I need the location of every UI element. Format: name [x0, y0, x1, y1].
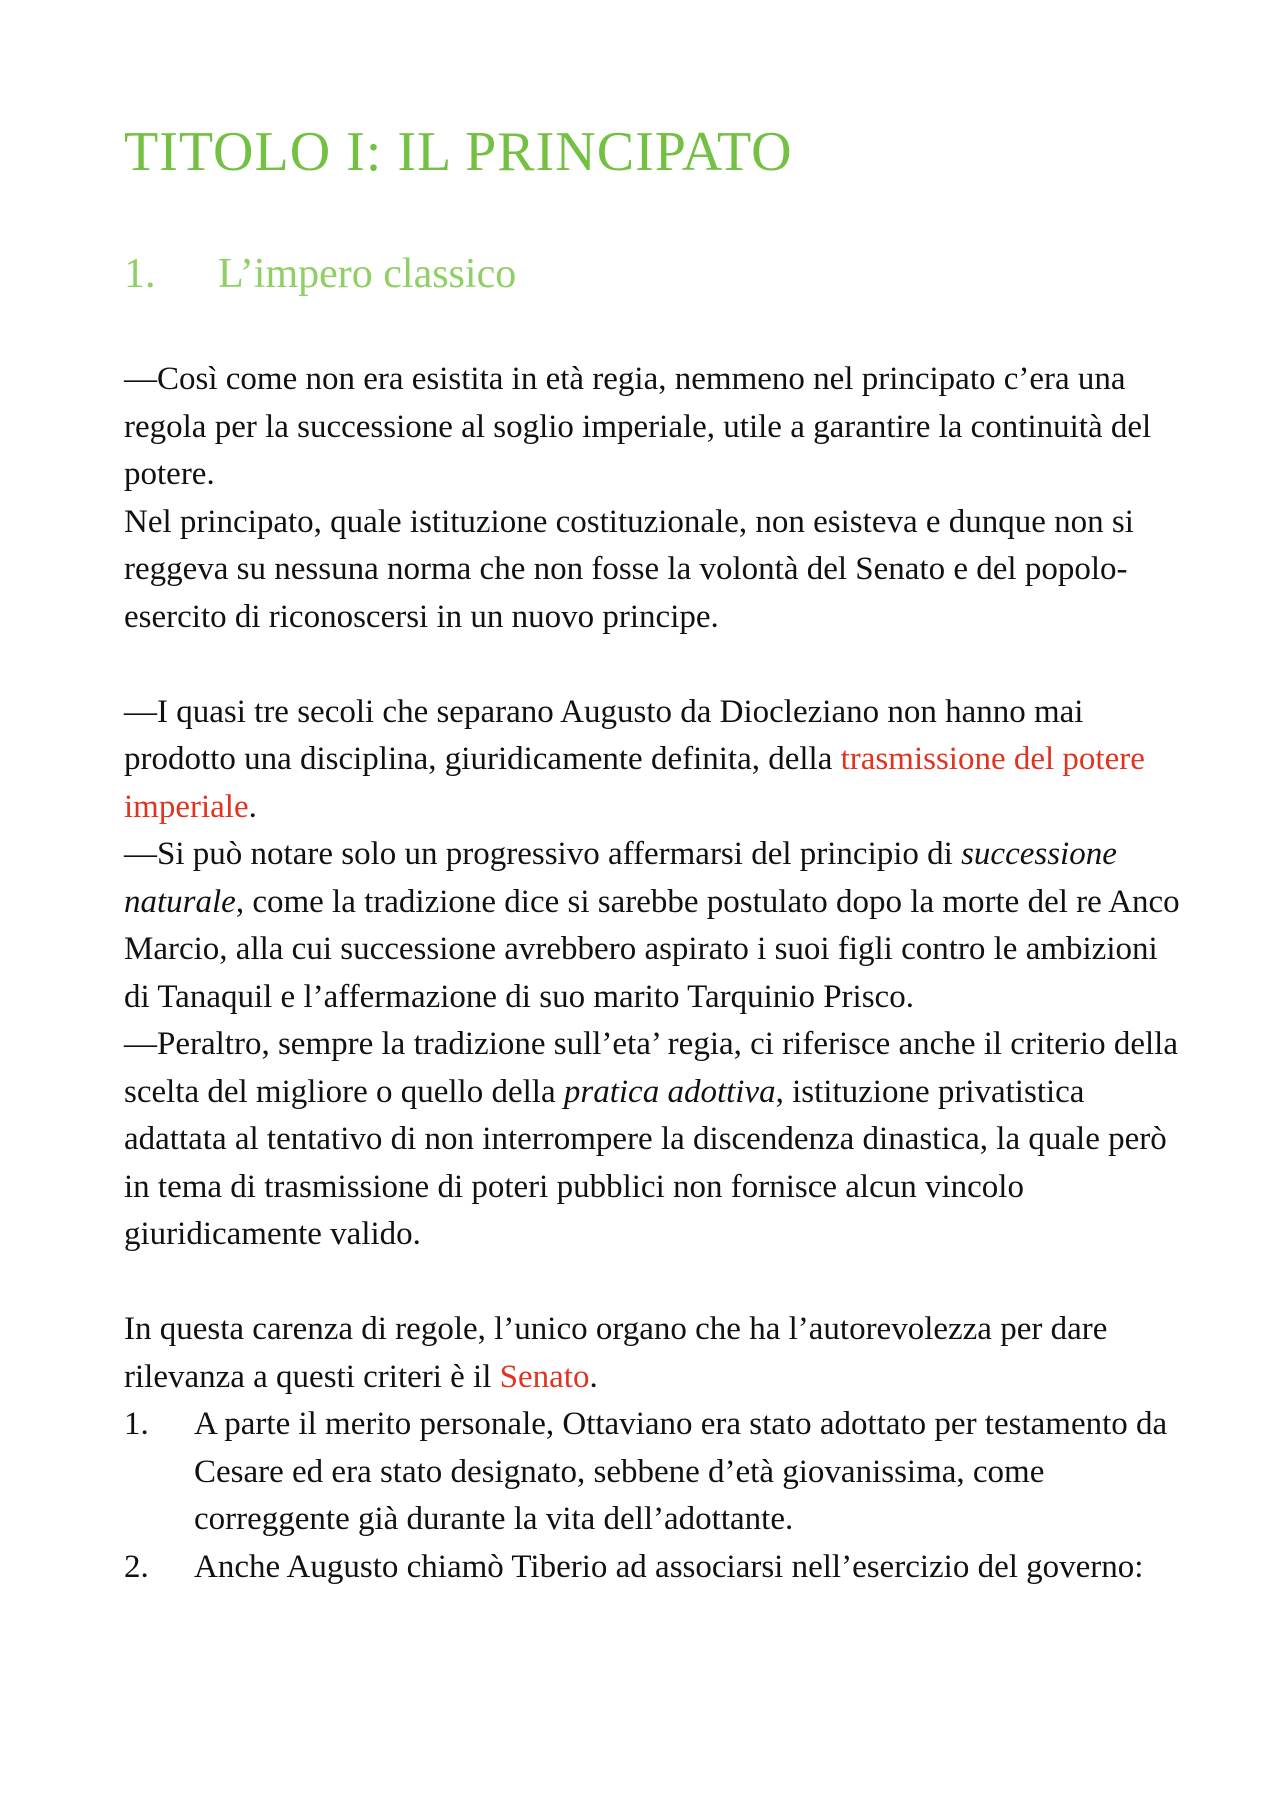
highlight-senate: Senato [499, 1358, 590, 1395]
paragraph-three-centuries: —I quasi tre secoli che separano Augusto da Diocleziano non hanno mai prodotto una disciplina, giuridicamente definita, della trasmissione del potere imperiale. [124, 693, 1145, 825]
list-item [124, 1544, 1184, 1592]
paragraph-gap [124, 641, 1184, 689]
paragraph-gap [124, 1259, 1184, 1307]
list-item-number: 1. [124, 1406, 149, 1442]
term-natural-succession: successione naturale [124, 836, 1117, 920]
document-body [124, 356, 1184, 1591]
paragraph-principate-institution: Nel principato, quale istituzione costituzionale, non esisteva e dunque non si reggeva su nessuna norma che non fosse la volontà del Senato e del popolo-esercito di riconoscersi in un nuovo principe. [124, 503, 1134, 635]
list-item-number: 2. [124, 1548, 149, 1585]
term-adoptive-practice: pratica adottiva [563, 1073, 776, 1110]
section-heading [124, 250, 516, 298]
list-item-text: A parte il merito personale, Ottaviano era stato adottato per testamento da Cesare ed era stato designato, sebbene d’età giovanissima, come correggente già durante la vita dell’adottante. [194, 1406, 1168, 1537]
paragraph-adoptive-practice: —Peraltro, sempre la tradizione sull’eta’ regia, ci riferisce anche il criterio della scelta del migliore o quello della pratica adottiva, istituzione privatistica adattata al tentativo di non interrompere la discendenza dinastica, la quale però in tema di trasmissione di poteri pubblici non fornisce alcun vincolo giuridicamente valido. [124, 1026, 1178, 1252]
section-title: L’impero classico [218, 251, 517, 297]
highlight-transmission: trasmissione del potere imperiale [124, 741, 1145, 825]
list-item-text: Anche Augusto chiamò Tiberio ad associarsi nell’esercizio del governo: [194, 1548, 1144, 1585]
paragraph-natural-succession: —Si può notare solo un progressivo affermarsi del principio di successione naturale, come la tradizione dice si sarebbe postulato dopo la morte del re Anco Marcio, alla cui successione avrebbero aspirato i suoi figli contro le ambizioni di Tanaquil e l’affermazione di suo marito Tarquinio Prisco. [124, 836, 1180, 1015]
paragraph-senate: In questa carenza di regole, l’unico organo che ha l’autorevolezza per dare rilevanza a questi criteri è il Senato. [124, 1311, 1108, 1395]
paragraph-succession-rule: —Così come non era esistita in età regia, nemmeno nel principato c’era una regola per la successione al soglio imperiale, utile a garantire la continuità del potere. [124, 361, 1152, 492]
list-item [124, 1401, 1184, 1544]
section-number: 1. [124, 251, 156, 297]
numbered-list [124, 1401, 1184, 1591]
document-title: TITOLO I: IL PRINCIPATO [124, 121, 793, 183]
